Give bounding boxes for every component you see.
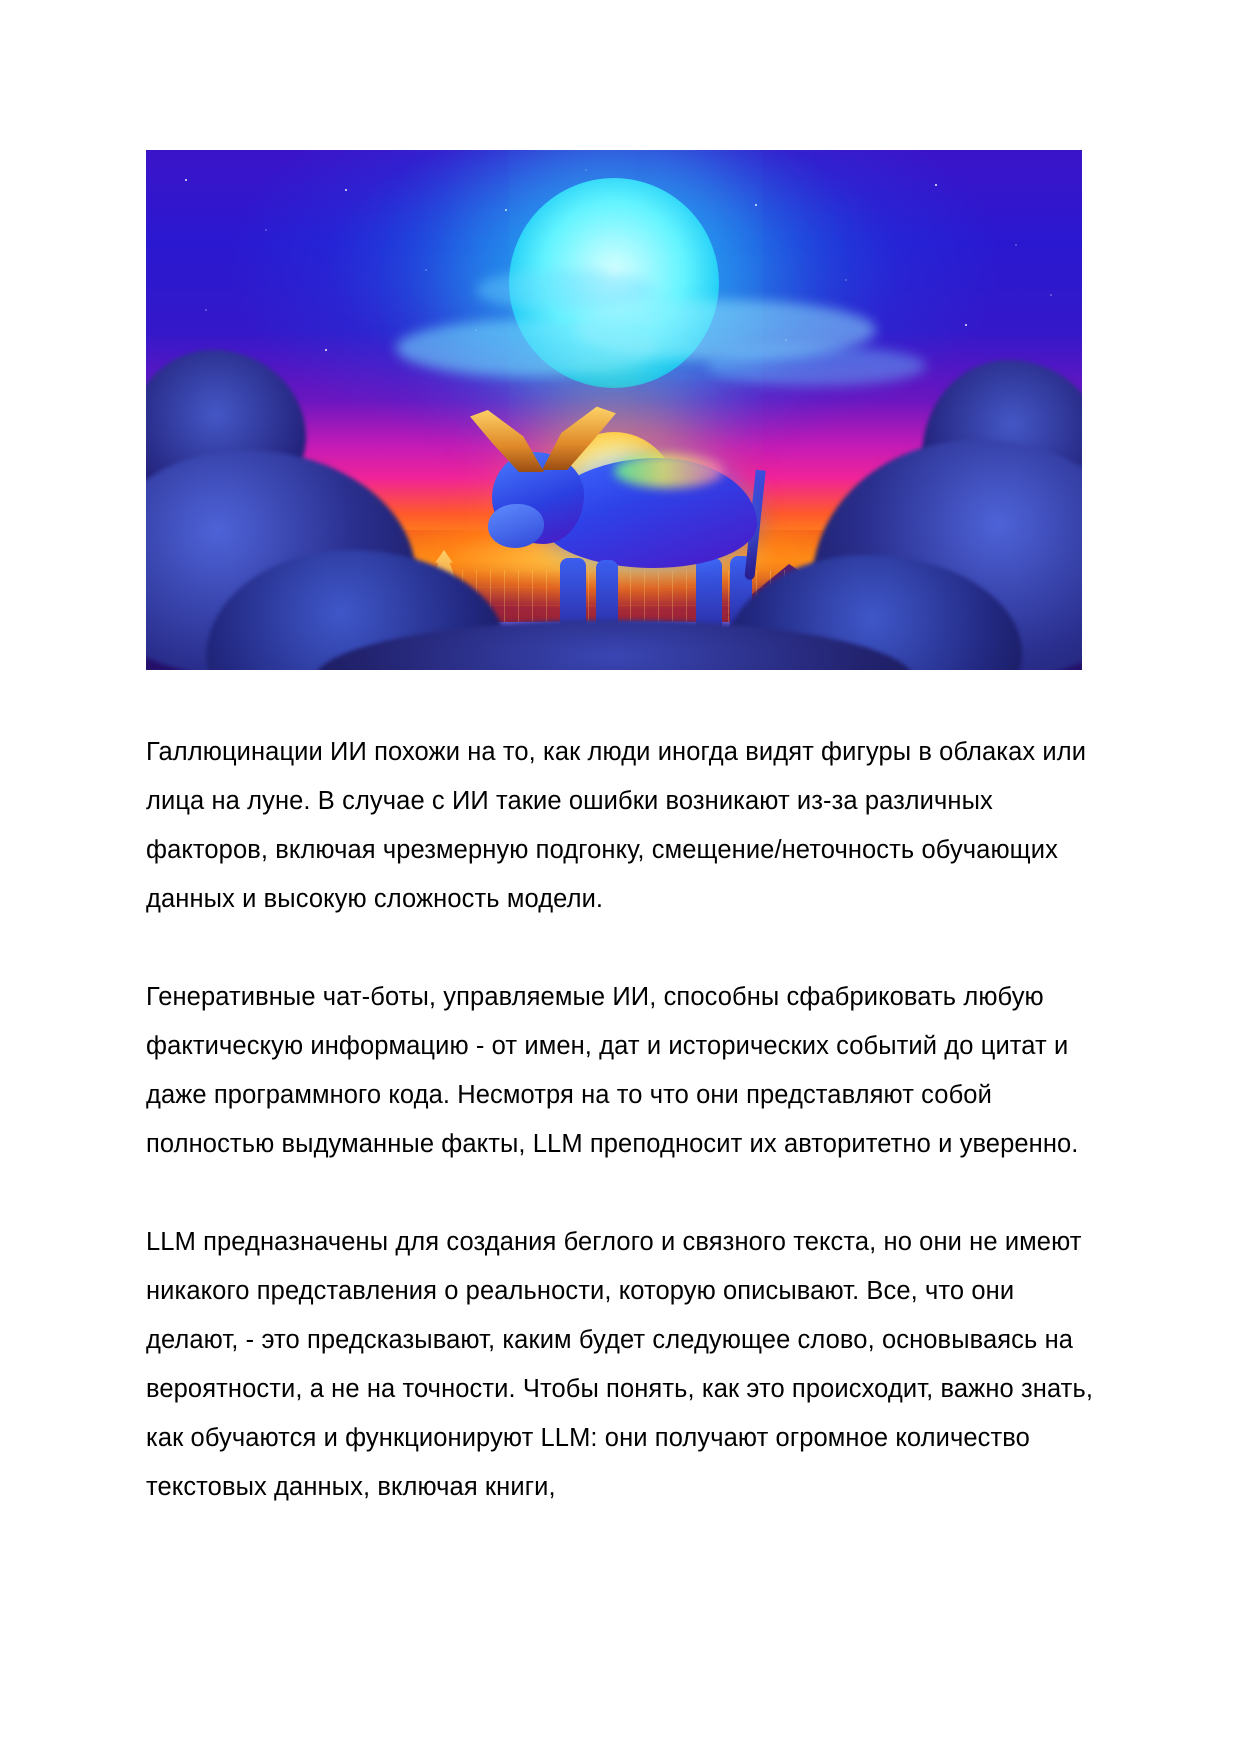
body-paragraph: LLM предназначены для создания беглого и связного текста, но они не имеют никакого представления о реальности, которую описывают. Все, что они делают, - это предсказывают, каким будет следующее слово, основываясь на вероятности, а не на точности. Чтобы понять, как это происходит, важно знать, как обучаются и функционируют LLM: они получают огромное количество текстовых данных, включая книги, (146, 1228, 1094, 1501)
article-illustration (146, 150, 1082, 670)
document-content (146, 150, 1096, 1512)
body-paragraph: Галлюцинации ИИ похожи на то, как люди иногда видят фигуры в облаках или лица на луне. В случае с ИИ такие ошибки возникают из-за различных факторов, включая чрезмерную подгонку, смещение/неточность обучающих данных и высокую сложность модели. (146, 738, 1087, 913)
body-paragraph: Генеративные чат-боты, управляемые ИИ, способны сфабриковать любую фактическую информацию - от имен, дат и исторических событий до цитат и даже программного кода. Несмотря на то что они представляют собой полностью выдуманные факты, LLM преподносит их авторитетно и уверенно. (146, 983, 1079, 1158)
cloud-wisp (476, 270, 656, 310)
bull-horn-right (542, 404, 616, 470)
cloud-wisp (706, 346, 926, 386)
bull-glow-highlight (614, 454, 724, 488)
